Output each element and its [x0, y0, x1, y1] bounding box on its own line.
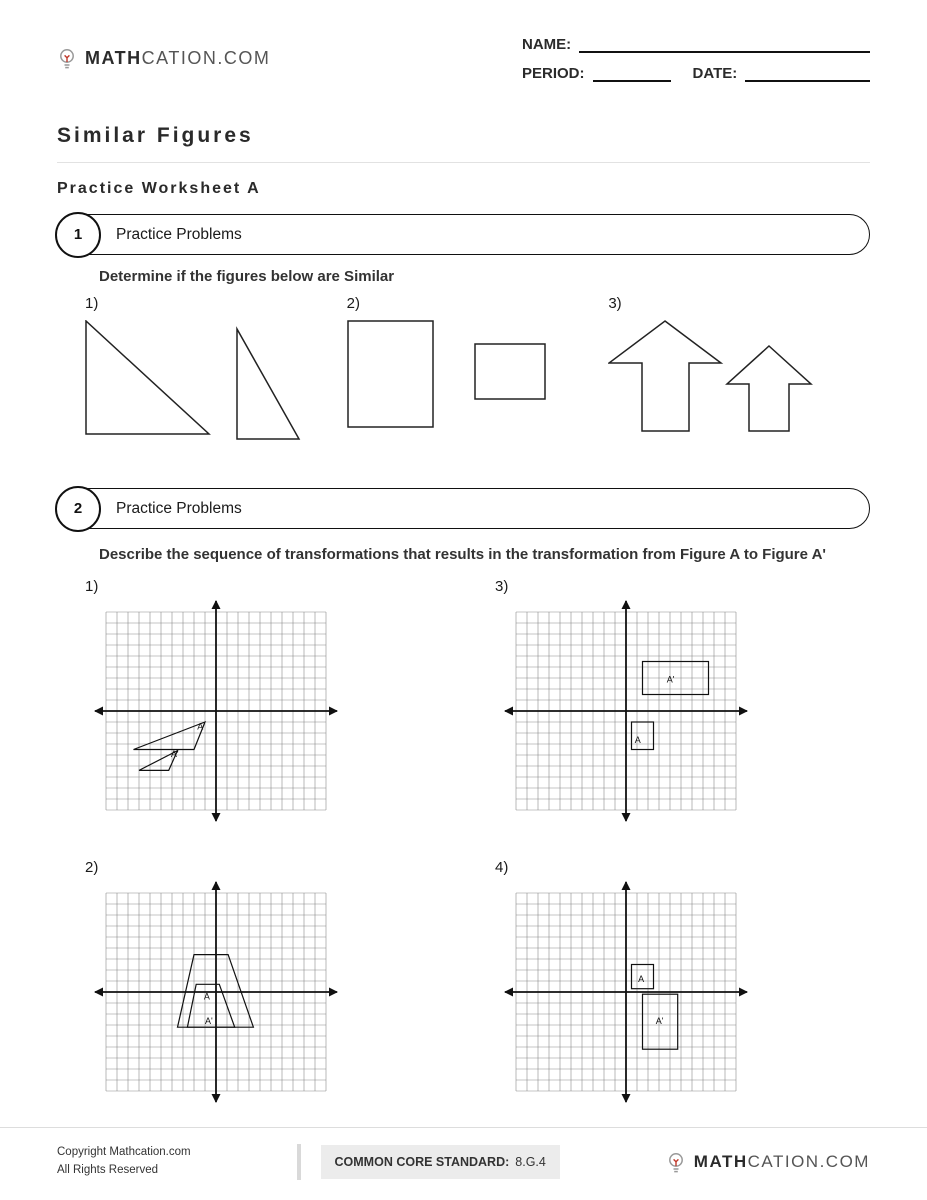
section-1-figures — [85, 295, 870, 442]
common-core-box — [321, 1145, 560, 1179]
section-2-banner — [57, 488, 870, 529]
problem-3-arrows — [608, 295, 870, 442]
period-date-row — [522, 65, 870, 82]
section-1-label: Practice Problems — [116, 225, 242, 243]
problem-1-triangles — [85, 295, 347, 442]
section-2-label: Practice Problems — [116, 499, 242, 517]
problem-number: 3) — [495, 578, 509, 596]
grid-problem-1 — [85, 578, 495, 823]
footer-logo-text — [694, 1152, 870, 1172]
problem-2-rectangles — [347, 295, 609, 442]
section-1-banner — [57, 214, 870, 255]
lightbulb-icon — [666, 1150, 686, 1175]
section-2 — [57, 488, 870, 1104]
mathcation-logo — [57, 46, 270, 71]
student-fields — [522, 36, 870, 94]
name-blank[interactable] — [579, 36, 870, 53]
svg-text:A': A' — [205, 1016, 213, 1027]
problem-number: 2) — [346, 295, 361, 312]
similar-arrows-figure — [608, 320, 816, 434]
logo-text-rest: CATION.COM — [141, 48, 271, 68]
similar-triangles-figure — [85, 320, 305, 442]
similar-rectangles-figure — [347, 320, 552, 432]
standard-value: 8.G.4 — [515, 1155, 546, 1169]
copyright — [57, 1144, 191, 1180]
svg-text:A: A — [634, 735, 641, 746]
logo-text-bold: MATH — [85, 48, 142, 68]
svg-text:A: A — [197, 721, 204, 732]
problem-number: 4) — [495, 859, 509, 877]
section-1-number: 1 — [55, 212, 101, 258]
svg-text:A': A' — [666, 674, 675, 685]
footer-logo-text-rest: CATION.COM — [747, 1152, 870, 1171]
date-label: DATE: — [692, 65, 738, 82]
worksheet-subtitle: Practice Worksheet A — [57, 180, 261, 197]
divider-bar — [297, 1144, 301, 1180]
footer — [0, 1127, 927, 1200]
footer-logo-text-bold: MATH — [693, 1152, 748, 1171]
grid-problem-2 — [85, 859, 495, 1104]
section-2-number: 2 — [55, 486, 101, 532]
period-label: PERIOD: — [522, 65, 585, 82]
problem-number: 1) — [85, 295, 99, 312]
section-2-instruction: Describe the sequence of transformations that results in the transformation from Figure A to Figure A' — [99, 546, 827, 563]
section-1-instruction: Determine if the figures below are Similar — [99, 268, 395, 285]
date-blank[interactable] — [745, 65, 870, 82]
svg-text:A: A — [638, 974, 645, 985]
copyright-line2: All Rights Reserved — [57, 1164, 158, 1176]
coordinate-grid-3 — [503, 599, 749, 823]
grid-problem-3 — [495, 578, 905, 823]
period-blank[interactable] — [593, 65, 671, 82]
lightbulb-icon — [57, 46, 77, 71]
standard-section — [297, 1144, 560, 1180]
section-2-grids — [85, 578, 870, 1104]
header — [57, 36, 870, 94]
standard-label: COMMON CORE STANDARD: — [334, 1155, 510, 1169]
coordinate-grid-1 — [93, 599, 339, 823]
svg-text:A': A' — [170, 749, 179, 760]
copyright-line1: Copyright Mathcation.com — [57, 1146, 191, 1159]
svg-text:A: A — [203, 991, 210, 1002]
footer-mathcation-logo — [666, 1150, 870, 1175]
logo-text — [85, 48, 270, 69]
name-label: NAME: — [522, 36, 572, 53]
grid-problem-4 — [495, 859, 905, 1104]
name-row — [522, 36, 870, 53]
coordinate-grid-2 — [93, 880, 339, 1104]
problem-number: 3) — [608, 295, 622, 312]
page-title: Similar Figures — [57, 124, 254, 147]
title-divider — [57, 162, 870, 163]
svg-text:A': A' — [655, 1016, 664, 1027]
problem-number: 1) — [85, 578, 99, 596]
coordinate-grid-4 — [503, 880, 749, 1104]
problem-number: 2) — [85, 859, 99, 877]
